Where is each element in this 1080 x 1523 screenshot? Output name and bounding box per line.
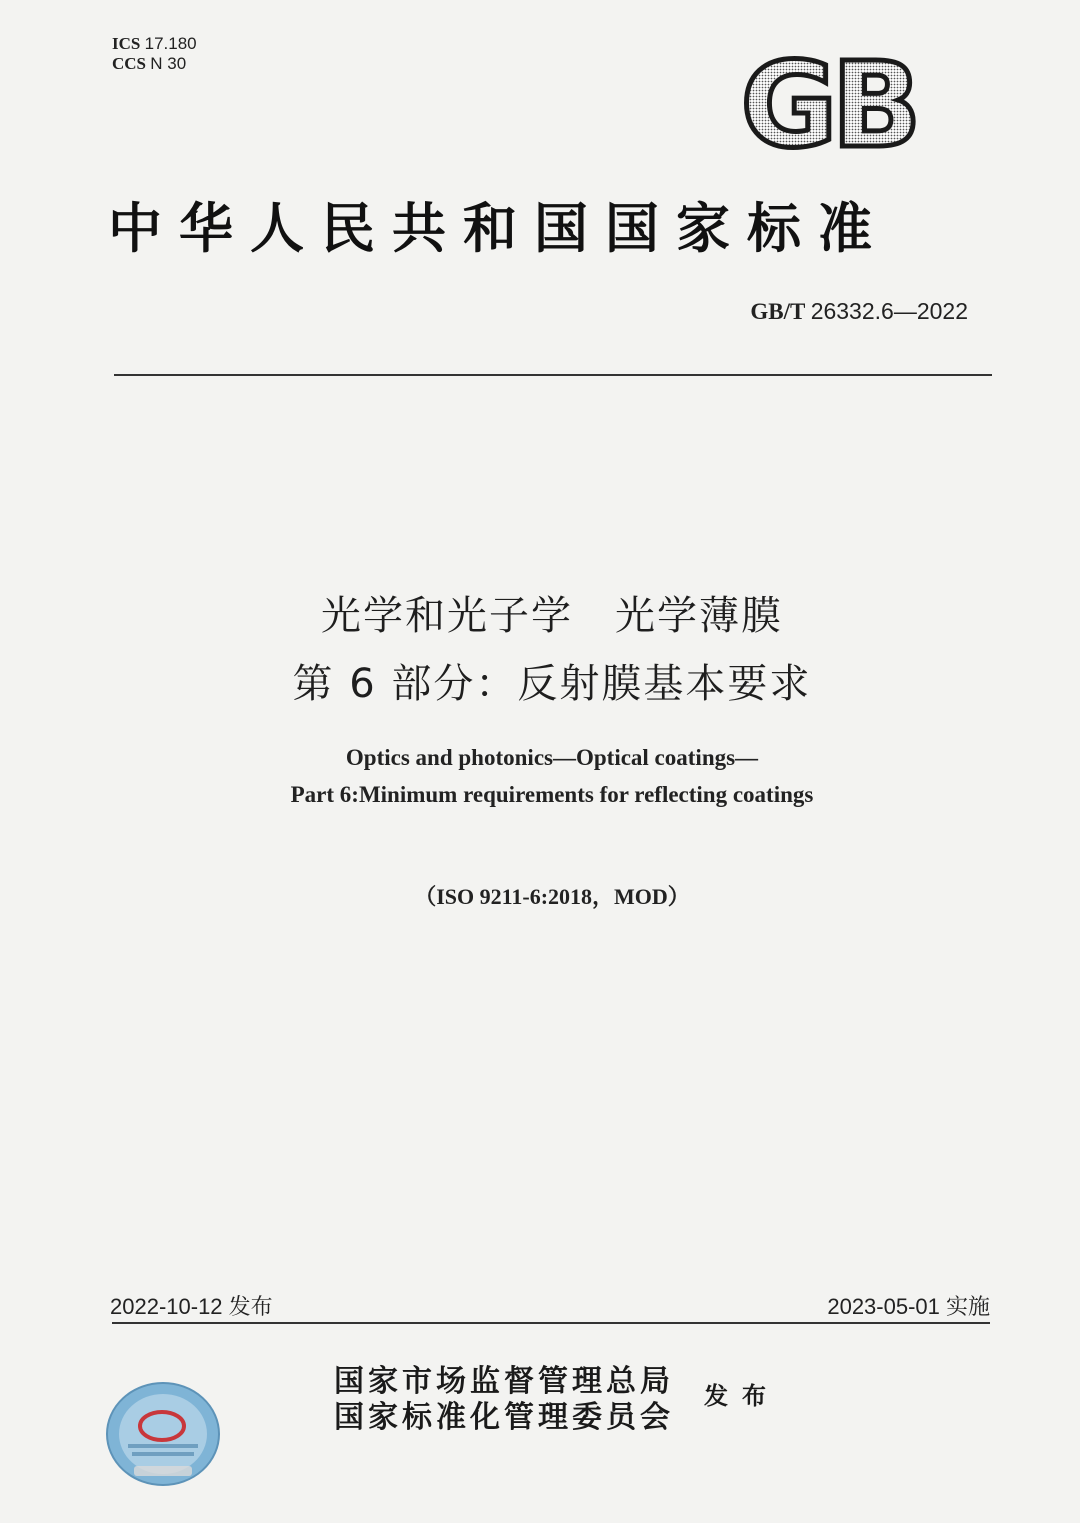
standard-number-value: 26332.6—2022 — [810, 298, 968, 324]
ccs-label: CCS — [112, 54, 147, 73]
national-standard-title: 中华人民共和国国家标准 — [108, 197, 889, 260]
standard-number — [750, 298, 968, 325]
ics-code — [112, 34, 197, 54]
top-divider — [114, 374, 992, 376]
gb-logo-text: GB — [740, 50, 916, 160]
implementation-date: 2023-05-01 实施 — [827, 1294, 990, 1319]
issuer-line-2: 国家标准化管理委员会 — [334, 1400, 674, 1435]
ics-value: 17.180 — [144, 34, 197, 53]
standard-prefix: GB/T — [750, 299, 805, 324]
issuer-line-1: 国家市场监督管理总局 — [334, 1364, 674, 1399]
bottom-divider — [112, 1322, 990, 1324]
classification-codes — [112, 34, 197, 74]
ics-label: ICS — [112, 34, 141, 53]
ccs-value: N 30 — [150, 54, 187, 73]
issue-date: 2022-10-12 发布 — [110, 1294, 273, 1319]
gb-logo — [722, 50, 934, 160]
issued-by-label: 发布 — [704, 1381, 780, 1410]
ccs-code — [112, 54, 197, 74]
chinese-title-line-2: 第 6 部分：反射膜基本要求 — [292, 661, 812, 707]
english-title-line-1: Optics and photonics—Optical coatings— — [345, 745, 759, 770]
english-title-line-2: Part 6:Minimum requirements for reflecting coatings — [290, 782, 814, 807]
anti-counterfeit-sticker-icon — [104, 1380, 222, 1488]
iso-reference: （ISO 9211-6:2018，MOD） — [414, 884, 690, 909]
chinese-title-line-1: 光学和光子学 光学薄膜 — [321, 593, 783, 639]
